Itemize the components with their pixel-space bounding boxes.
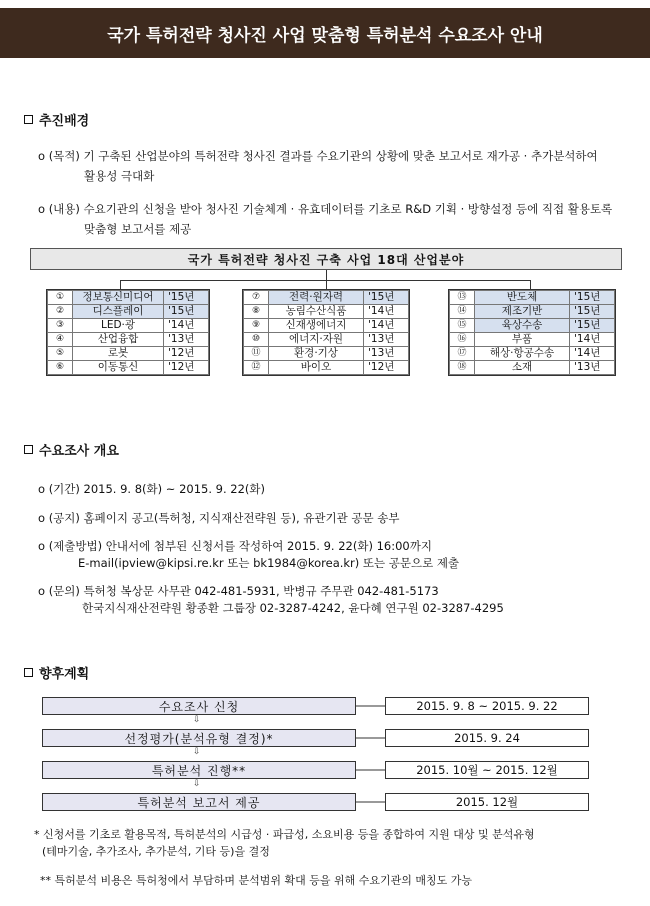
purpose-paragraph bbox=[38, 146, 598, 186]
connector-drop-left bbox=[120, 280, 121, 289]
footnote-1 bbox=[34, 826, 535, 860]
industry-row bbox=[450, 291, 615, 305]
industry-number: ⑯ bbox=[450, 333, 475, 347]
industry-number: ⑭ bbox=[450, 305, 475, 319]
period-line: o (기간) 2015. 9. 8(화) ~ 2015. 9. 22(화) bbox=[38, 482, 266, 496]
arrow-down-icon: ⇩ bbox=[193, 779, 201, 789]
arrow-down-icon: ⇩ bbox=[193, 715, 201, 725]
industry-row bbox=[244, 291, 409, 305]
industry-number: ④ bbox=[48, 333, 73, 347]
industry-year: '14년 bbox=[164, 319, 209, 333]
connector-drop-right bbox=[530, 280, 531, 289]
footnote-1-line-2: (테마기술, 추가조사, 추가분석, 기타 등)을 결정 bbox=[42, 845, 270, 858]
industry-name: 신재생에너지 bbox=[269, 319, 364, 333]
step-1-date: 2015. 9. 8 ~ 2015. 9. 22 bbox=[385, 697, 589, 715]
industry-year: '13년 bbox=[570, 361, 615, 375]
industry-year: '14년 bbox=[364, 319, 409, 333]
industry-row bbox=[450, 319, 615, 333]
connector-drop-middle bbox=[326, 280, 327, 289]
industry-row bbox=[244, 347, 409, 361]
industry-year: '14년 bbox=[570, 347, 615, 361]
industry-row bbox=[244, 361, 409, 375]
submit-line-1: o (제출방법) 안내서에 첨부된 신청서를 작성하여 2015. 9. 22(화) 16:00까지 bbox=[38, 539, 432, 553]
industry-year: '12년 bbox=[364, 361, 409, 375]
industry-number: ③ bbox=[48, 319, 73, 333]
industry-row bbox=[48, 333, 209, 347]
submit-line-2: E-mail(ipview@kipsi.re.kr 또는 bk1984@korea.kr) 또는 공문으로 제출 bbox=[78, 556, 460, 570]
industry-year: '13년 bbox=[364, 333, 409, 347]
industry-number: ⑨ bbox=[244, 319, 269, 333]
industry-number: ⑧ bbox=[244, 305, 269, 319]
industry-number: ⑱ bbox=[450, 361, 475, 375]
industry-number: ⑦ bbox=[244, 291, 269, 305]
step-3-label: 특허분석 진행** bbox=[42, 761, 356, 779]
industry-row bbox=[48, 291, 209, 305]
connector-trunk bbox=[326, 270, 327, 280]
industry-name: LED·광 bbox=[73, 319, 164, 333]
industry-name: 해상·항공수송 bbox=[475, 347, 570, 361]
step-1-label: 수요조사 신청 bbox=[42, 697, 356, 715]
square-bullet-icon bbox=[24, 115, 33, 124]
industry-number: ⑬ bbox=[450, 291, 475, 305]
industry-name: 이동통신 bbox=[73, 361, 164, 375]
industry-row bbox=[48, 361, 209, 375]
industry-row bbox=[450, 361, 615, 375]
industry-year: '15년 bbox=[164, 291, 209, 305]
contact-line-1: o (문의) 특허청 복상문 사무관 042-481-5931, 박병규 주무관 042-481-5173 bbox=[38, 584, 439, 598]
arrow-right-icon bbox=[356, 761, 385, 779]
industry-row bbox=[48, 319, 209, 333]
industry-number: ⑩ bbox=[244, 333, 269, 347]
industry-name: 디스플레이 bbox=[73, 305, 164, 319]
step-4-label: 특허분석 보고서 제공 bbox=[42, 793, 356, 811]
industry-row bbox=[244, 305, 409, 319]
square-bullet-icon bbox=[24, 668, 33, 677]
arrow-down-icon: ⇩ bbox=[193, 747, 201, 757]
industry-row bbox=[450, 305, 615, 319]
connector-horizontal bbox=[120, 280, 530, 281]
industry-number: ⑫ bbox=[244, 361, 269, 375]
content-line-1: o (내용) 수요기관의 신청을 받아 청사진 기술체계 · 유효데이터를 기초로 R&D 기획 · 방향설정 등에 직접 활용토록 bbox=[38, 202, 613, 216]
arrow-right-icon bbox=[356, 793, 385, 811]
step-4-date: 2015. 12월 bbox=[385, 793, 589, 811]
content-paragraph bbox=[38, 199, 612, 239]
section-heading-background bbox=[24, 110, 89, 129]
industry-name: 농림수산식품 bbox=[269, 305, 364, 319]
section-heading-text: 향후계획 bbox=[39, 667, 90, 682]
footnote-2: ** 특허분석 비용은 특허청에서 부담하며 분석범위 확대 등을 위해 수요기관의 매칭도 가능 bbox=[40, 874, 472, 887]
industry-number: ② bbox=[48, 305, 73, 319]
footnote-1-line-1: * 신청서를 기초로 활용목적, 특허분석의 시급성 · 파급성, 소요비용 등을 종합하여 지원 대상 및 분석유형 bbox=[34, 828, 535, 841]
industry-row bbox=[48, 347, 209, 361]
industry-number: ⑥ bbox=[48, 361, 73, 375]
industry-year: '15년 bbox=[364, 291, 409, 305]
contact-line-2: 한국지식재산전략원 황종환 그룹장 02-3287-4242, 윤다혜 연구원 02-3287-4295 bbox=[82, 601, 504, 615]
industry-year: '13년 bbox=[364, 347, 409, 361]
industry-name: 제조기반 bbox=[475, 305, 570, 319]
industry-name: 육상수송 bbox=[475, 319, 570, 333]
industry-number: ⑤ bbox=[48, 347, 73, 361]
purpose-line-1: o (목적) 기 구축된 산업분야의 특허전략 청사진 결과를 수요기관의 상황에 맞춘 보고서로 재가공 · 추가분석하여 bbox=[38, 149, 598, 163]
industry-row bbox=[450, 333, 615, 347]
industry-year: '12년 bbox=[164, 347, 209, 361]
step-2-date: 2015. 9. 24 bbox=[385, 729, 589, 747]
industry-name: 로봇 bbox=[73, 347, 164, 361]
square-bullet-icon bbox=[24, 445, 33, 454]
industry-name: 산업융합 bbox=[73, 333, 164, 347]
industry-year: '15년 bbox=[570, 319, 615, 333]
industry-group-1 bbox=[46, 289, 210, 376]
section-heading-text: 수요조사 개요 bbox=[39, 444, 119, 459]
purpose-line-2: 활용성 극대화 bbox=[84, 169, 155, 183]
industry-year: '15년 bbox=[164, 305, 209, 319]
page-title: 국가 특허전략 청사진 사업 맞춤형 특허분석 수요조사 안내 bbox=[0, 8, 650, 58]
industry-year: '15년 bbox=[570, 305, 615, 319]
industry-row bbox=[244, 333, 409, 347]
industry-row bbox=[48, 305, 209, 319]
industry-year: '12년 bbox=[164, 361, 209, 375]
industry-row bbox=[244, 319, 409, 333]
industry-name: 에너지·자원 bbox=[269, 333, 364, 347]
industry-number: ⑰ bbox=[450, 347, 475, 361]
step-3-date: 2015. 10월 ~ 2015. 12월 bbox=[385, 761, 589, 779]
notice-line: o (공지) 홈페이지 공고(특허청, 지식재산전략원 등), 유관기관 공문 송부 bbox=[38, 511, 400, 525]
industry-row bbox=[450, 347, 615, 361]
industry-group-3 bbox=[448, 289, 616, 376]
arrow-right-icon bbox=[356, 729, 385, 747]
industry-name: 바이오 bbox=[269, 361, 364, 375]
industry-name: 정보통신미디어 bbox=[73, 291, 164, 305]
step-2-label: 선정평가(분석유형 결정)* bbox=[42, 729, 356, 747]
section-heading-plan bbox=[24, 663, 89, 682]
section-heading-text: 추진배경 bbox=[39, 114, 90, 129]
submit-paragraph bbox=[38, 538, 459, 572]
industry-year: '14년 bbox=[364, 305, 409, 319]
industry-name: 환경·기상 bbox=[269, 347, 364, 361]
industry-number: ① bbox=[48, 291, 73, 305]
industry-year: '13년 bbox=[164, 333, 209, 347]
industry-name: 반도체 bbox=[475, 291, 570, 305]
industry-name: 부품 bbox=[475, 333, 570, 347]
industry-number: ⑪ bbox=[244, 347, 269, 361]
industry-year: '15년 bbox=[570, 291, 615, 305]
arrow-right-icon bbox=[356, 697, 385, 715]
industry-name: 전력·원자력 bbox=[269, 291, 364, 305]
content-line-2: 맞춤형 보고서를 제공 bbox=[84, 222, 192, 236]
industry-number: ⑮ bbox=[450, 319, 475, 333]
contact-paragraph bbox=[38, 583, 504, 617]
industry-group-2 bbox=[242, 289, 410, 376]
industry-year: '14년 bbox=[570, 333, 615, 347]
industry-banner: 국가 특허전략 청사진 구축 사업 18대 산업분야 bbox=[30, 248, 622, 270]
section-heading-overview bbox=[24, 440, 119, 459]
industry-name: 소재 bbox=[475, 361, 570, 375]
